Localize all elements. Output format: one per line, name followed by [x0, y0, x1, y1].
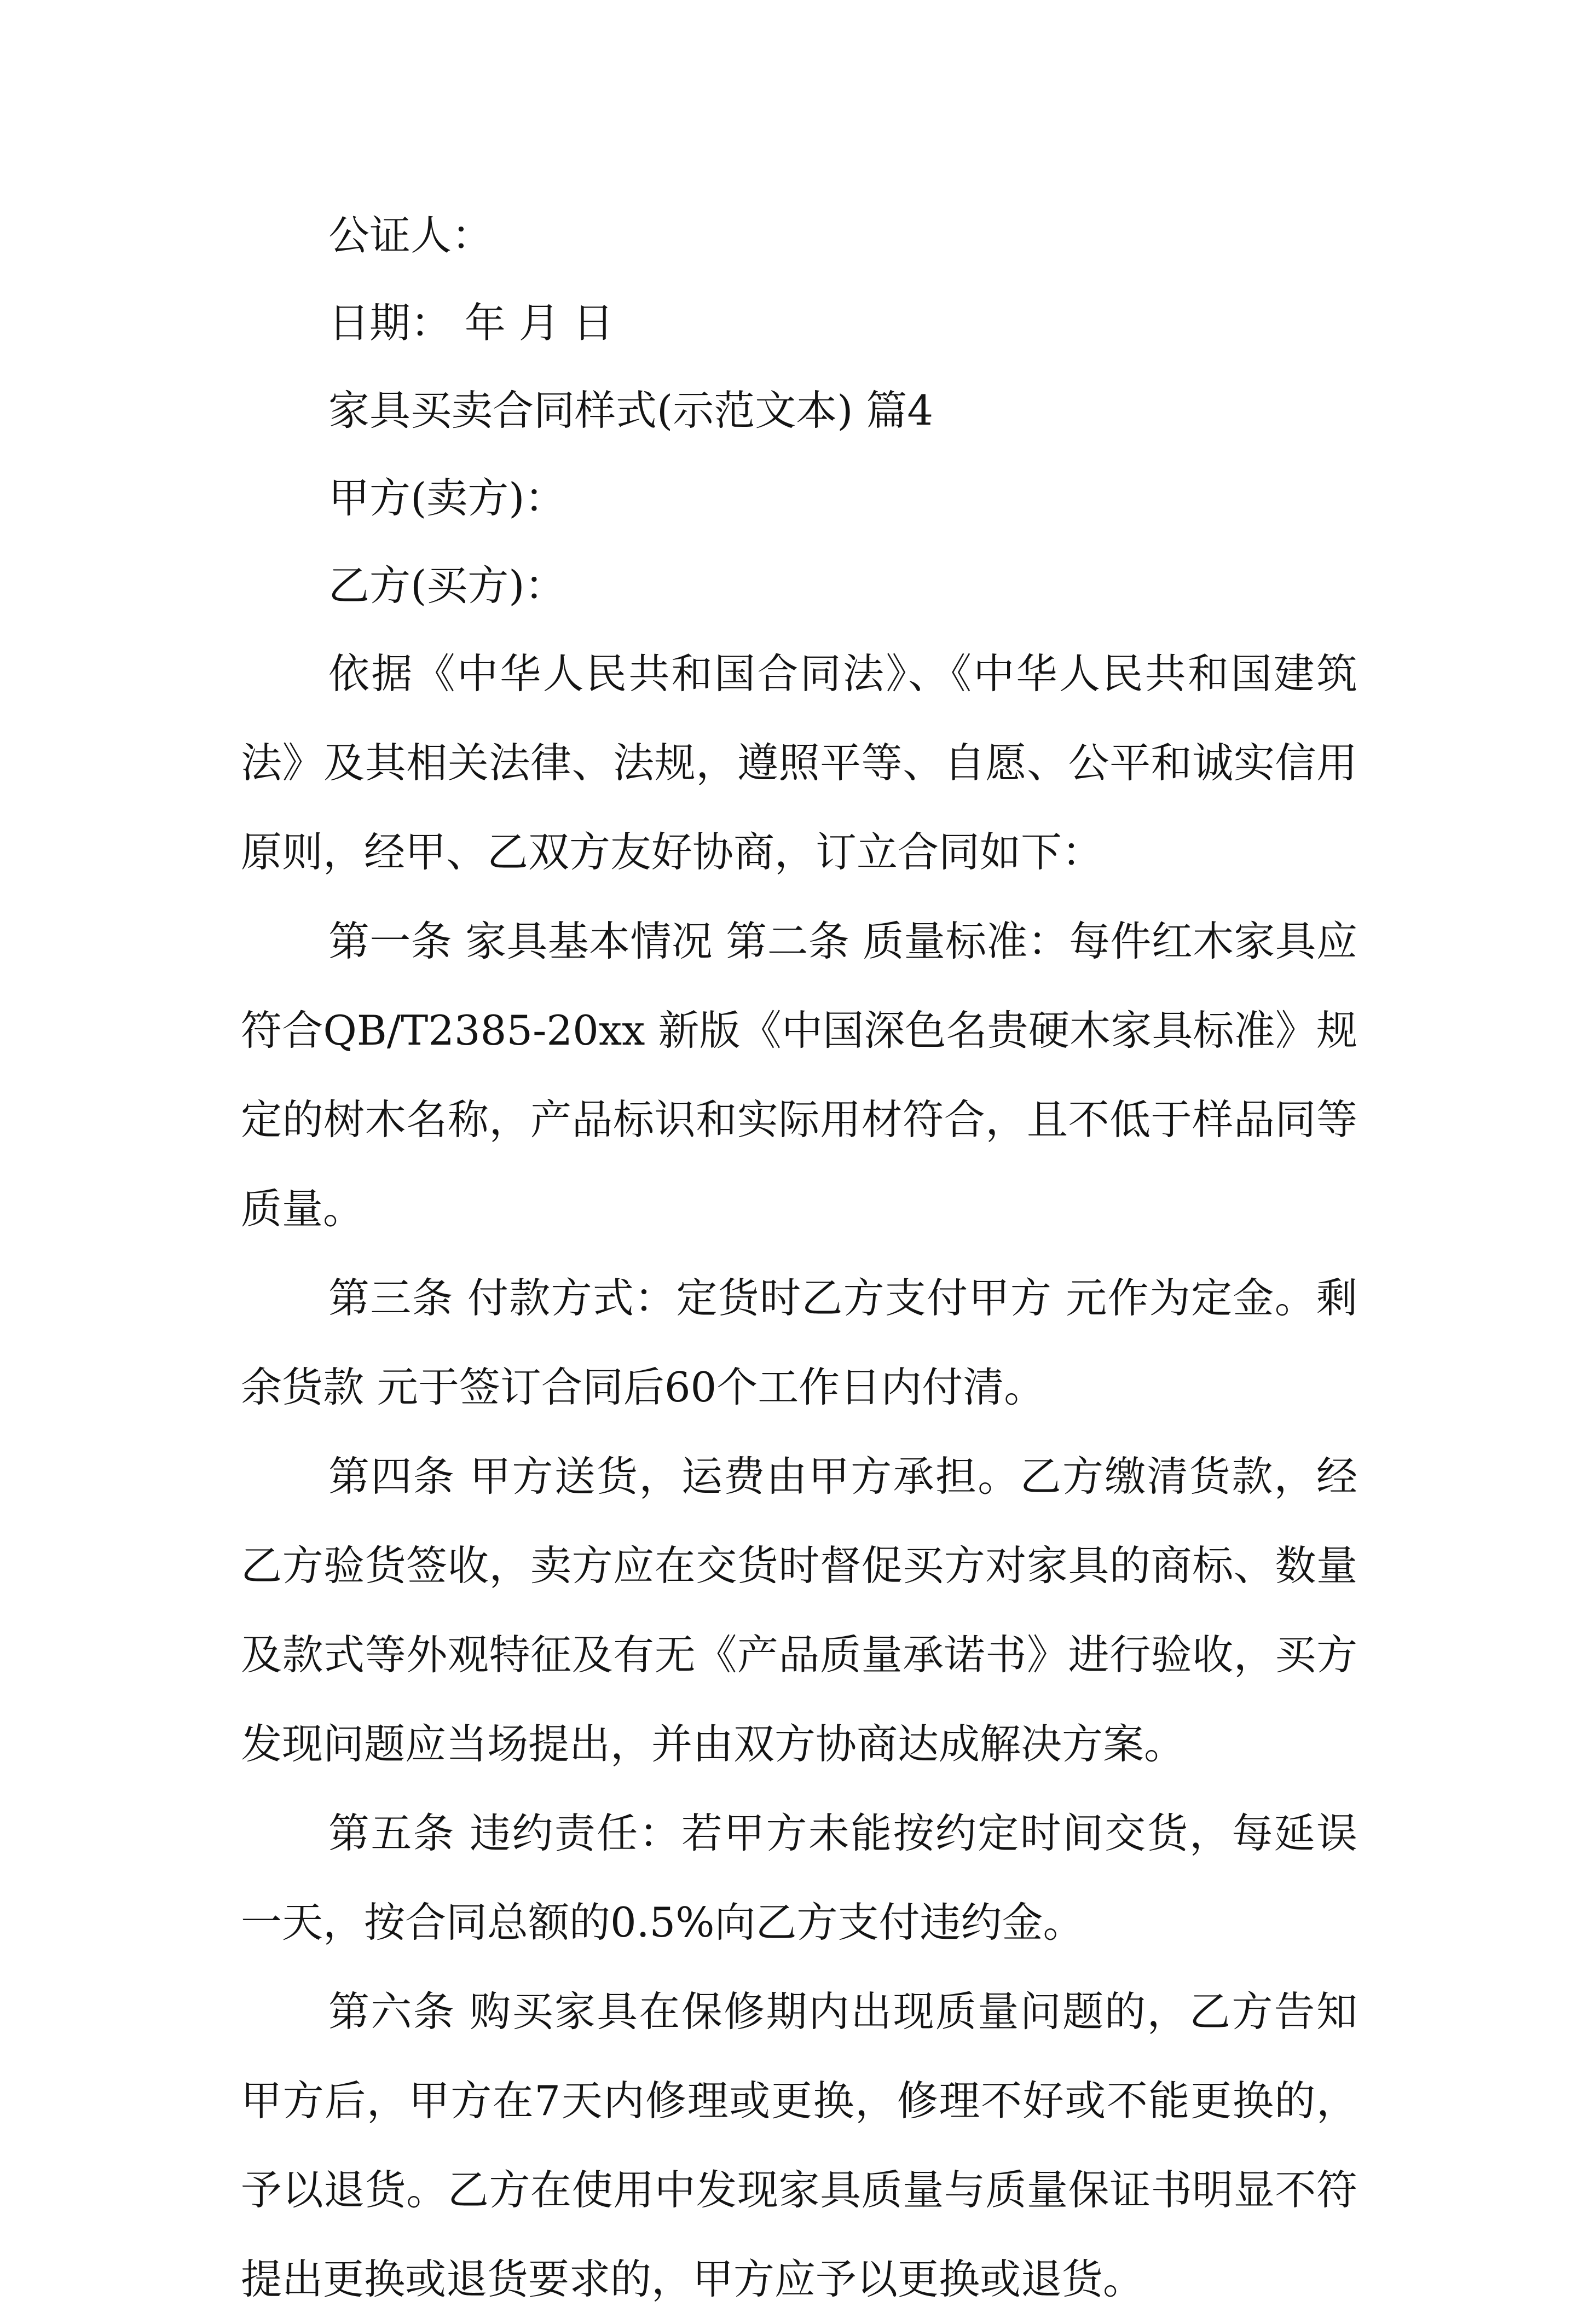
- paragraph-article-4: 第四条 甲方送货，运费由甲方承担。乙方缴清货款，经乙方验货签收，卖方应在交货时督促买方对家具的商标、数量及款式等外观特征及有无《产品质量承诺书》进行验收，买方发现问题应当场提出，并由双方协商达成解决方案。: [241, 1452, 1357, 1768]
- party-a-line: 甲方(卖方)：: [328, 474, 566, 522]
- party-b-line: 乙方(买方)：: [328, 561, 566, 610]
- paragraph-article-1-2: 第一条 家具基本情况 第二条 质量标准：每件红木家具应符合QB/T2385-20xx 新版《中国深色名贵硬木家具标准》规定的树木名称，产品标识和实际用材符合，且不低于样品同等质量。: [241, 917, 1357, 1233]
- paragraph-article-6: 第六条 购买家具在保修期内出现质量问题的，乙方告知甲方后，甲方在7天内修理或更换，修理不好或不能更换的，予以退货。乙方在使用中发现家具质量与质量保证书明显不符提出更换或退货要求的，甲方应予以更换或退货。: [241, 1987, 1357, 2303]
- date-line: 日期： 年 月 日: [328, 299, 614, 347]
- document-body: [241, 192, 1357, 2324]
- section-title: 家具买卖合同样式(示范文本) 篇4: [328, 386, 934, 434]
- paragraph-preamble: 依据《中华人民共和国合同法》、《中华人民共和国建筑法》及其相关法律、法规，遵照平等、自愿、公平和诚实信用原则，经甲、乙双方友好协商，订立合同如下：: [241, 650, 1357, 876]
- notary-line: 公证人：: [328, 211, 493, 259]
- paragraph-article-3: 第三条 付款方式：定货时乙方支付甲方 元作为定金。剩余货款 元于签订合同后60个工作日内付清。: [241, 1274, 1357, 1411]
- paragraph-article-5: 第五条 违约责任：若甲方未能按约定时间交货，每延误一天，按合同总额的0.5%向乙方支付违约金。: [241, 1809, 1357, 1946]
